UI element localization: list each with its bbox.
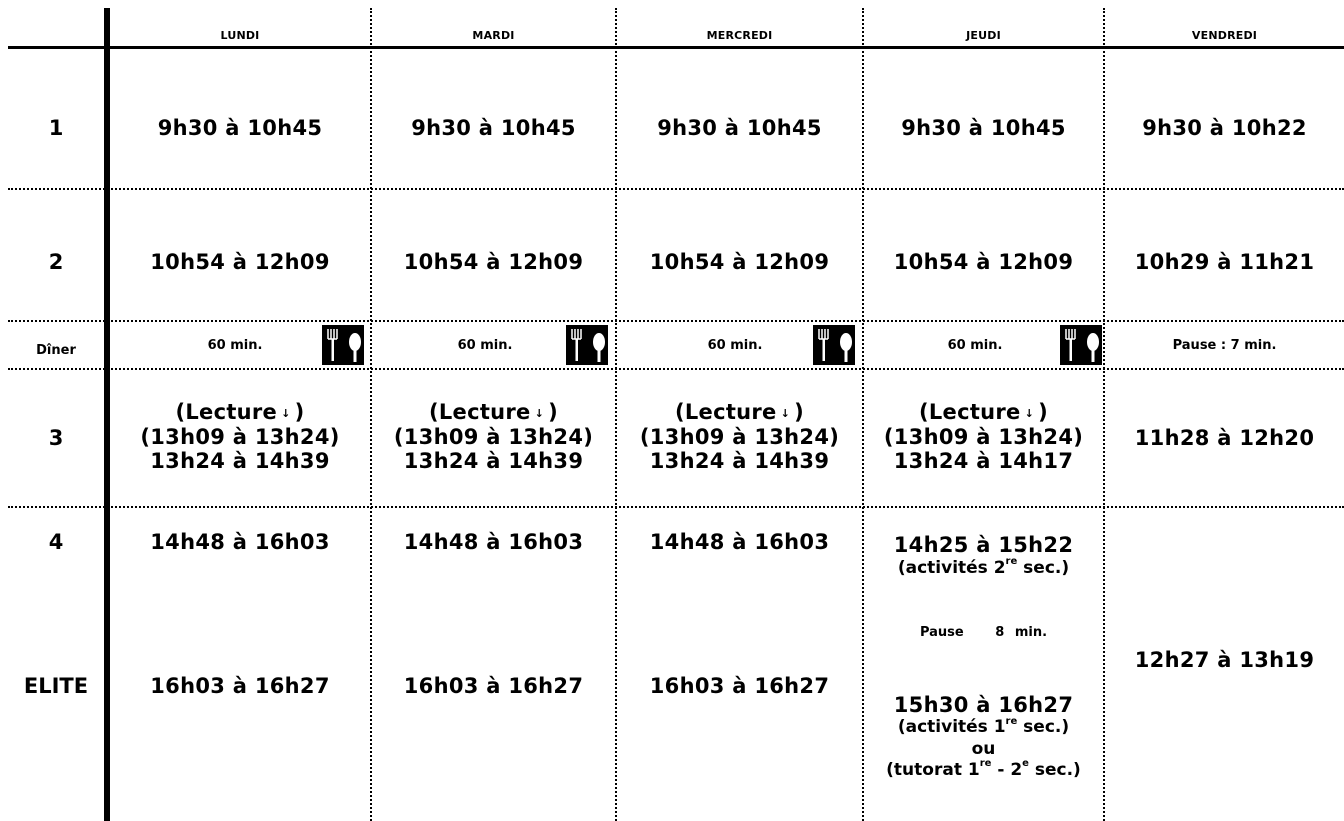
diner-mercredi: 60 min.: [707, 337, 763, 353]
lecture-time: (13h09 à 13h24): [393, 424, 594, 449]
p3-mardi: [372, 372, 615, 502]
period-label-1: 1: [48, 116, 64, 140]
p2-vendredi: 10h29 à 11h21: [1134, 249, 1315, 274]
elite-jeudi-note1: (activités 1re sec.): [897, 715, 1070, 738]
lecture-line: (Lecture ↓ ): [674, 400, 805, 425]
p2-mardi: 10h54 à 12h09: [403, 249, 584, 274]
meal-fork-knife-icon: [566, 325, 608, 365]
p3-time: 13h24 à 14h39: [403, 449, 584, 474]
p3-time: 13h24 à 14h39: [649, 449, 830, 474]
p4-jeudi-time: 14h25 à 15h22: [893, 533, 1074, 558]
diner-vendredi: Pause : 7 min.: [1172, 337, 1277, 353]
arrow-down-icon: ↓: [1024, 407, 1035, 421]
p2-jeudi: 10h54 à 12h09: [893, 249, 1074, 274]
elite-lundi: 16h03 à 16h27: [150, 673, 330, 698]
meal-fork-knife-icon: [813, 325, 855, 365]
elite-jeudi: [864, 674, 1103, 800]
p1-mercredi: 9h30 à 10h45: [657, 115, 822, 140]
period-label-elite: ELITE: [23, 674, 89, 698]
row-divider: [8, 368, 1344, 370]
row-divider: [8, 188, 1344, 190]
elite-vendredi: 12h27 à 13h19: [1134, 647, 1315, 672]
p3-lundi: [110, 372, 370, 502]
lecture-time: (13h09 à 13h24): [883, 424, 1084, 449]
lecture-line: (Lecture ↓ ): [428, 400, 559, 425]
p1-mardi: 9h30 à 10h45: [411, 115, 576, 140]
p4-jeudi: [864, 524, 1103, 588]
elite-mercredi: 16h03 à 16h27: [649, 673, 830, 698]
elite-mardi: 16h03 à 16h27: [403, 673, 584, 698]
p1-jeudi: 9h30 à 10h45: [901, 115, 1066, 140]
lecture-line: (Lecture ↓ ): [175, 400, 305, 425]
lecture-time: (13h09 à 13h24): [140, 424, 340, 449]
arrow-down-icon: ↓: [281, 407, 291, 421]
row-divider: [8, 506, 1344, 508]
day-header-vendredi: VENDREDI: [1191, 28, 1258, 42]
p3-mercredi: [617, 372, 862, 502]
p1-vendredi: 9h30 à 10h22: [1142, 115, 1307, 140]
p4-mercredi: 14h48 à 16h03: [649, 529, 830, 554]
elite-jeudi-note2: (tutorat 1re - 2e sec.): [886, 758, 1081, 780]
p4-mardi: 14h48 à 16h03: [403, 529, 584, 554]
period-label-3: 3: [48, 426, 64, 450]
p3-jeudi: [864, 372, 1103, 502]
p1-lundi: 9h30 à 10h45: [157, 115, 323, 140]
diner-lundi: 60 min.: [207, 337, 263, 353]
header-row-border: [8, 46, 1344, 49]
p4-lundi: 14h48 à 16h03: [150, 529, 330, 554]
p4-jeudi-note: (activités 2re sec.): [897, 556, 1070, 578]
p2-lundi: 10h54 à 12h09: [150, 249, 330, 274]
day-header-mercredi: MERCREDI: [706, 28, 773, 42]
p3-time: 13h24 à 14h39: [150, 449, 330, 474]
meal-fork-knife-icon: [322, 325, 364, 365]
p3-vendredi: 11h28 à 12h20: [1134, 425, 1315, 450]
elite-jeudi-pause: Pause 8 min.: [919, 624, 1048, 640]
p2-mercredi: 10h54 à 12h09: [649, 249, 830, 274]
day-header-lundi: LUNDI: [220, 28, 260, 42]
meal-fork-knife-icon: [1060, 325, 1102, 365]
period-label-4: 4: [48, 530, 64, 554]
lecture-time: (13h09 à 13h24): [639, 424, 840, 449]
diner-jeudi: 60 min.: [947, 337, 1003, 353]
lecture-line: (Lecture ↓ ): [918, 400, 1049, 425]
arrow-down-icon: ↓: [780, 407, 791, 421]
p3-time: 13h24 à 14h17: [893, 449, 1074, 474]
elite-jeudi-or: ou: [971, 738, 996, 759]
diner-mardi: 60 min.: [457, 337, 513, 353]
period-label-2: 2: [48, 250, 64, 274]
day-header-jeudi: JEUDI: [966, 28, 1001, 42]
day-header-mardi: MARDI: [472, 28, 515, 42]
arrow-down-icon: ↓: [534, 407, 545, 421]
period-label-diner: Dîner: [36, 342, 76, 358]
elite-jeudi-time: 15h30 à 16h27: [893, 692, 1074, 717]
